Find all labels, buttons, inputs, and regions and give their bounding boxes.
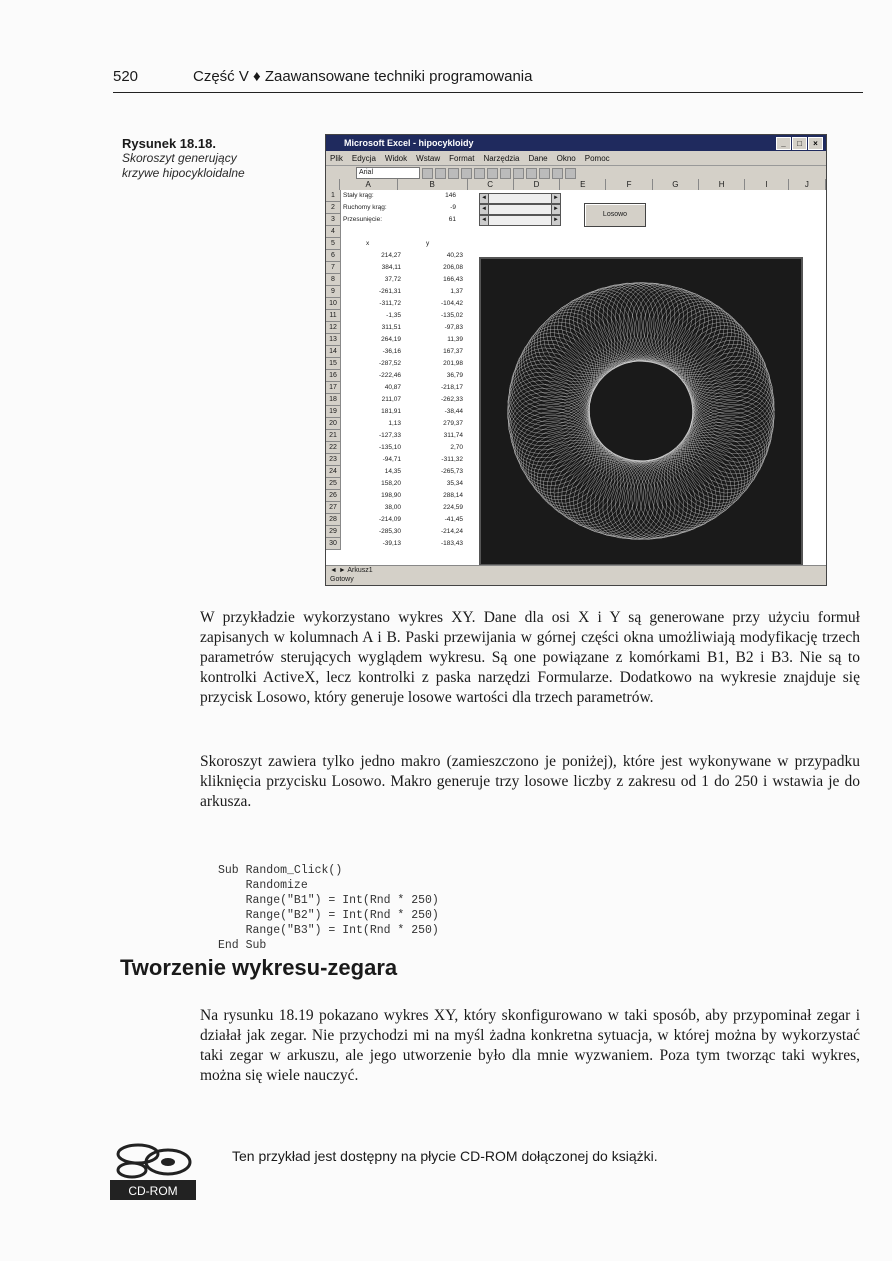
row-header[interactable]: 26 <box>326 490 341 502</box>
column-header-I[interactable]: I <box>745 179 789 191</box>
x-value[interactable]: 158,20 <box>381 480 401 487</box>
x-value[interactable]: -39,13 <box>382 540 401 547</box>
row-header[interactable]: 13 <box>326 334 341 346</box>
status-bar <box>326 575 827 585</box>
column-header-H[interactable]: H <box>699 179 745 191</box>
paragraph-2: Skoroszyt zawiera tylko jedno makro (zamieszczono je poniżej), które jest wykonywane w przypadku kliknięcia przycisku Losowo. Makro generuje trzy losowe liczby z zakresu od 1 do 250 i wstawia je do arkusza. <box>200 753 860 810</box>
maximize-icon[interactable]: □ <box>792 137 807 150</box>
align-left-icon[interactable] <box>461 168 472 179</box>
row-header[interactable]: 1 <box>326 190 341 202</box>
row-header[interactable]: 27 <box>326 502 341 514</box>
y-value[interactable]: 201,98 <box>443 360 463 367</box>
excel-titlebar <box>326 135 826 151</box>
y-value[interactable]: 35,34 <box>446 480 463 487</box>
row-header[interactable]: 30 <box>326 538 341 550</box>
x-value[interactable]: 38,00 <box>384 504 401 511</box>
status-text: Gotowy <box>330 576 354 583</box>
worksheet-grid[interactable] <box>326 190 826 565</box>
x-value[interactable]: 211,07 <box>381 396 401 403</box>
running-head <box>113 62 863 93</box>
y-value[interactable]: 36,79 <box>446 372 463 379</box>
row-header[interactable]: 12 <box>326 322 341 334</box>
chapter-title: Część V ♦ Zaawansowane techniki programowania <box>193 68 533 85</box>
x-value[interactable]: -214,09 <box>378 516 401 523</box>
param-value[interactable]: 61 <box>448 216 456 223</box>
paragraph-1: W przykładzie wykorzystano wykres XY. Dane dla osi X i Y są generowane przy użyciu formuł zapisanych w kolumnach A i B. Paski przewijania w górnej części okna umożliwiają modyfikację trzech parametrów sterujących wyglądem wykresu. Są one powiązane z komórkami B1, B2 i B3. Nie są to kontrolki ActiveX, lecz kontrolki z paska narzędzi Formularze. Dodatkowo na wykresie znajduje się przycisk Losowo, który generuje losowe wartości dla trzech parametrów. <box>200 609 860 706</box>
align-right-icon[interactable] <box>487 168 498 179</box>
row-header[interactable]: 22 <box>326 442 341 454</box>
y-value[interactable]: -38,44 <box>444 408 463 415</box>
row-header[interactable]: 7 <box>326 262 341 274</box>
y-value[interactable]: -265,73 <box>440 468 463 475</box>
column-headers <box>326 179 826 190</box>
param-value[interactable]: -9 <box>450 204 456 211</box>
param-label[interactable]: Ruchomy krąg: <box>343 204 387 211</box>
underline-icon[interactable] <box>448 168 459 179</box>
row-header[interactable]: 17 <box>326 382 341 394</box>
x-value[interactable]: 214,27 <box>381 252 401 259</box>
x-value[interactable]: 37,72 <box>384 276 401 283</box>
param-label[interactable]: Przesunięcie: <box>343 216 383 223</box>
y-header[interactable]: y <box>426 240 430 247</box>
x-value[interactable]: 264,19 <box>381 336 401 343</box>
excel-screenshot <box>325 134 827 586</box>
font-color-icon[interactable] <box>565 168 576 179</box>
y-value[interactable]: -104,42 <box>440 300 463 307</box>
excel-menubar <box>326 151 826 166</box>
scrollbar-param-1[interactable]: ◄ ► <box>479 193 561 204</box>
menu-item-2[interactable]: Widok <box>384 153 408 163</box>
sheet-nav-icon[interactable]: ◄ ► <box>330 567 348 574</box>
row-header[interactable]: 8 <box>326 274 341 286</box>
x-value[interactable]: 40,87 <box>384 384 401 391</box>
y-value[interactable]: -41,45 <box>444 516 463 523</box>
x-value[interactable]: 311,51 <box>381 324 401 331</box>
cd-rom-icon <box>110 1134 196 1202</box>
x-value[interactable]: 14,35 <box>384 468 401 475</box>
row-header[interactable]: 20 <box>326 418 341 430</box>
excel-title: Microsoft Excel - hipocykloidy <box>344 138 474 148</box>
currency-icon[interactable] <box>513 168 524 179</box>
y-value[interactable]: 279,37 <box>443 420 463 427</box>
y-value[interactable]: 1,37 <box>450 288 463 295</box>
italic-icon[interactable] <box>435 168 446 179</box>
x-value[interactable]: 384,11 <box>381 264 401 271</box>
row-header[interactable]: 14 <box>326 346 341 358</box>
x-value[interactable]: -1,35 <box>386 312 401 319</box>
menu-item-3[interactable]: Wstaw <box>416 153 441 163</box>
font-selector[interactable]: Arial <box>356 167 420 179</box>
y-value[interactable]: -97,83 <box>444 324 463 331</box>
y-value[interactable]: -311,32 <box>441 456 463 463</box>
cd-rom-label: CD-ROM <box>128 1184 178 1198</box>
borders-icon[interactable] <box>539 168 550 179</box>
page-number: 520 <box>113 68 139 85</box>
y-value[interactable]: 166,43 <box>443 276 463 283</box>
row-header[interactable]: 5 <box>326 238 341 250</box>
row-header[interactable]: 29 <box>326 526 341 538</box>
menu-item-0[interactable]: Plik <box>330 153 343 163</box>
column-header-B[interactable]: B <box>398 179 468 191</box>
curve-path <box>508 282 775 539</box>
percent-icon[interactable] <box>526 168 537 179</box>
menu-item-4[interactable]: Format <box>449 153 475 163</box>
scrollbar-param-2[interactable]: ◄ ► <box>479 204 561 215</box>
y-value[interactable]: 206,08 <box>443 264 463 271</box>
scrollbar-param-3[interactable]: ◄ ► <box>479 215 561 226</box>
y-value[interactable]: 167,37 <box>443 348 463 355</box>
menu-item-7[interactable]: Okno <box>556 153 576 163</box>
x-value[interactable]: -287,52 <box>378 360 401 367</box>
minimize-icon[interactable]: _ <box>776 137 791 150</box>
x-value[interactable]: -36,16 <box>382 348 401 355</box>
figure-description: Skoroszyt generujący krzywe hipocykloidalne <box>122 151 245 180</box>
figure-label: Rysunek 18.18. <box>122 136 216 151</box>
y-value[interactable]: 11,39 <box>447 336 463 343</box>
menu-item-6[interactable]: Dane <box>528 153 548 163</box>
bold-icon[interactable] <box>422 168 433 179</box>
row-header[interactable]: 19 <box>326 406 341 418</box>
menu-item-8[interactable]: Pomoc <box>584 153 610 163</box>
column-header-F[interactable]: F <box>606 179 652 191</box>
fill-color-icon[interactable] <box>552 168 563 179</box>
row-header[interactable]: 24 <box>326 466 341 478</box>
y-value[interactable]: 288,14 <box>443 492 463 499</box>
hypocycloid-curve <box>481 259 801 564</box>
menu-item-1[interactable]: Edycja <box>351 153 376 163</box>
column-header-G[interactable]: G <box>653 179 699 191</box>
figure-caption <box>122 136 262 181</box>
x-value[interactable]: 1,13 <box>388 420 401 427</box>
row-header[interactable]: 21 <box>326 430 341 442</box>
column-header-A[interactable]: A <box>340 179 398 191</box>
row-header[interactable]: 25 <box>326 478 341 490</box>
losowo-button[interactable]: Losowo <box>584 203 646 227</box>
hypocycloid-chart <box>479 257 803 566</box>
row-header[interactable]: 9 <box>326 286 341 298</box>
row-header[interactable]: 28 <box>326 514 341 526</box>
x-value[interactable]: -285,30 <box>378 528 401 535</box>
y-value[interactable]: -214,24 <box>440 528 463 535</box>
column-header-D[interactable]: D <box>514 179 560 191</box>
align-center-icon[interactable] <box>474 168 485 179</box>
column-header-C[interactable]: C <box>468 179 514 191</box>
column-header-E[interactable]: E <box>560 179 606 191</box>
x-value[interactable]: -222,46 <box>378 372 401 379</box>
y-value[interactable]: -262,33 <box>440 396 463 403</box>
x-value[interactable]: -261,31 <box>378 288 401 295</box>
x-value[interactable]: 181,91 <box>381 408 401 415</box>
row-header[interactable]: 6 <box>326 250 341 262</box>
y-value[interactable]: 40,23 <box>446 252 463 259</box>
row-header[interactable]: 10 <box>326 298 341 310</box>
y-value[interactable]: -218,17 <box>440 384 463 391</box>
row-header[interactable]: 16 <box>326 370 341 382</box>
y-value[interactable]: 311,74 <box>443 432 463 439</box>
y-value[interactable]: -135,02 <box>440 312 463 319</box>
y-value[interactable]: 224,59 <box>443 504 463 511</box>
x-value[interactable]: 198,90 <box>381 492 401 499</box>
row-header[interactable]: 11 <box>326 310 341 322</box>
x-value[interactable]: -94,71 <box>382 456 401 463</box>
cd-note: Ten przykład jest dostępny na płycie CD-ROM dołączonej do książki. <box>232 1148 658 1164</box>
row-header[interactable]: 2 <box>326 202 341 214</box>
row-header[interactable]: 15 <box>326 358 341 370</box>
column-header-J[interactable]: J <box>789 179 826 191</box>
section-paragraph: Na rysunku 18.19 pokazano wykres XY, który skonfigurowano w taki sposób, aby przypominał zegar i działał jak zegar. Nie przychodzi mi na myśl żadna konkretna sytuacja, w której można by wykorzystać taki zegar w arkuszu, ale jego utworzenie było dla mnie wyzwaniem. Poza tym tworząc taki wykres, można się wiele nauczyć. <box>200 1007 860 1084</box>
x-value[interactable]: -127,33 <box>378 432 401 439</box>
menu-item-5[interactable]: Narzędzia <box>483 153 520 163</box>
merge-icon[interactable] <box>500 168 511 179</box>
close-icon[interactable]: × <box>808 137 823 150</box>
x-header[interactable]: x <box>366 240 370 247</box>
row-header[interactable]: 3 <box>326 214 341 226</box>
code-listing: Sub Random_Click() Randomize Range("B1") = Int(Rnd * 250) Range("B2") = Int(Rnd * 250) Range("B3") = Int(Rnd * 250) End Sub <box>218 864 439 952</box>
row-header[interactable]: 4 <box>326 226 341 238</box>
row-header[interactable]: 18 <box>326 394 341 406</box>
y-value[interactable]: 2,70 <box>450 444 463 451</box>
section-heading: Tworzenie wykresu-zegara <box>120 955 398 980</box>
x-value[interactable]: -311,72 <box>379 300 401 307</box>
row-header[interactable]: 23 <box>326 454 341 466</box>
param-label[interactable]: Stały krąg: <box>343 192 374 199</box>
sheet-tab-arkusz1[interactable]: Arkusz1 <box>347 567 373 574</box>
param-value[interactable]: 146 <box>445 192 456 199</box>
y-value[interactable]: -183,43 <box>440 540 463 547</box>
x-value[interactable]: -135,10 <box>378 444 401 451</box>
